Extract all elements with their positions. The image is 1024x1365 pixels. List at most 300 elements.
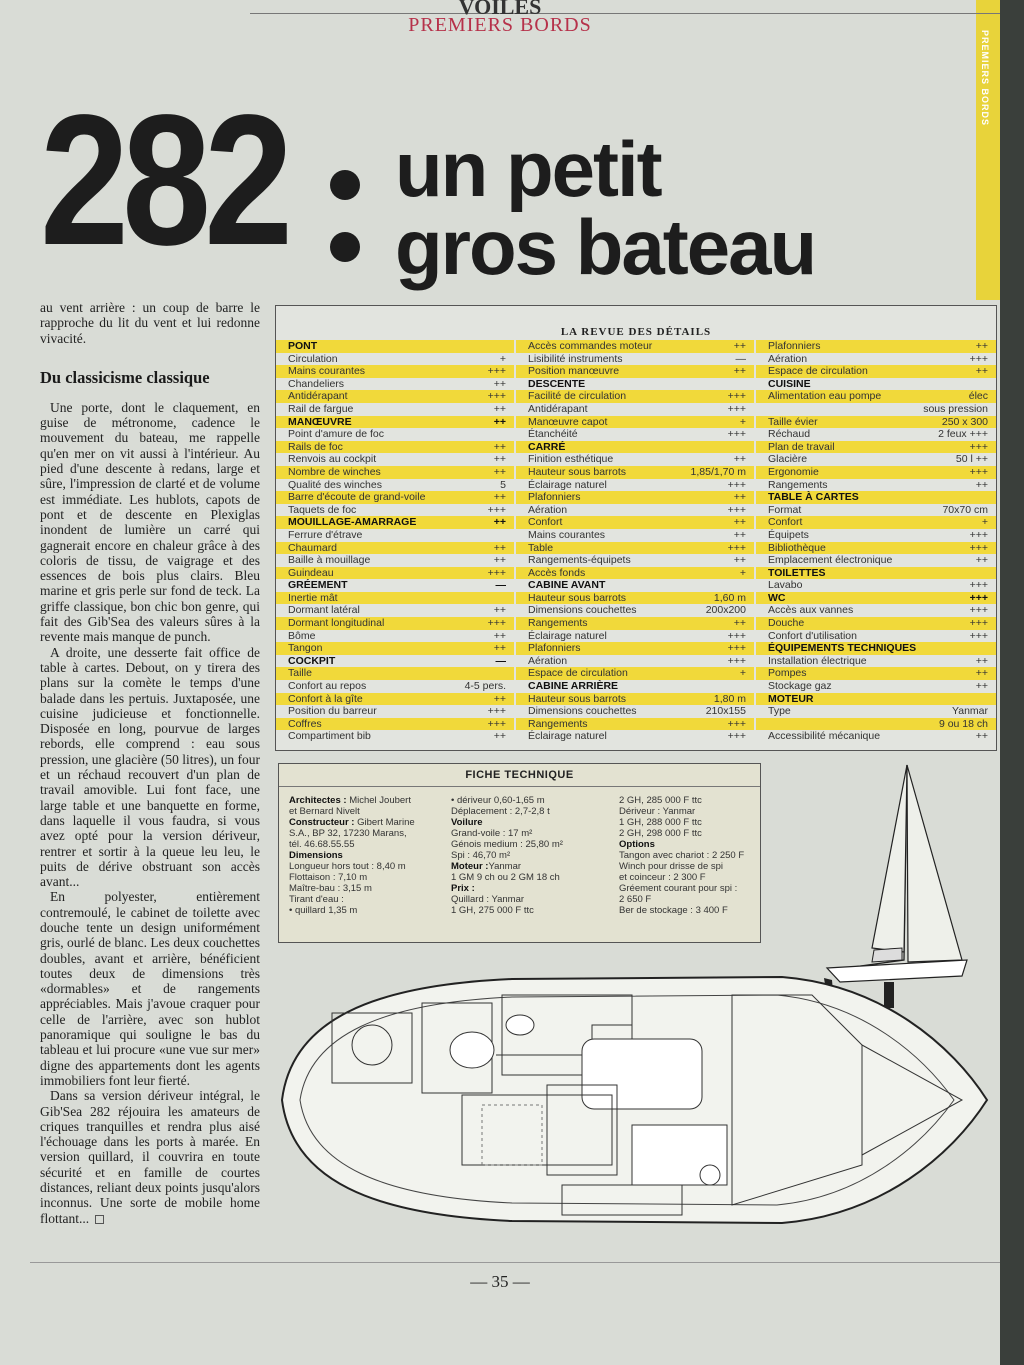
review-label: Alimentation eau pompe — [768, 390, 882, 403]
review-label: Aération — [768, 352, 808, 365]
technical-sheet-line — [619, 806, 759, 817]
review-row — [516, 453, 754, 466]
review-label: Taille évier — [768, 415, 818, 428]
review-row — [756, 365, 996, 378]
technical-sheet-line — [451, 828, 616, 839]
review-label: CUISINE — [768, 377, 811, 390]
review-row — [516, 730, 754, 743]
review-rating: 1,80 m — [713, 692, 746, 705]
technical-sheet-line — [619, 883, 759, 894]
review-row — [276, 542, 514, 555]
review-row — [516, 353, 754, 366]
review-row — [516, 403, 754, 416]
review-row — [276, 642, 514, 655]
review-row — [756, 579, 996, 592]
review-row — [276, 378, 514, 391]
technical-sheet-label: Architectes : — [289, 795, 347, 806]
technical-sheet-line — [619, 828, 759, 839]
technical-sheet-line — [619, 839, 759, 850]
review-rating: ++ — [733, 491, 746, 504]
review-rating: +++ — [487, 503, 506, 516]
review-rating: ++ — [493, 604, 506, 617]
review-row — [516, 428, 754, 441]
review-rating: 2 feux +++ — [938, 428, 988, 441]
review-row — [276, 403, 514, 416]
review-rating: ++ — [975, 340, 988, 352]
review-row — [516, 604, 754, 617]
review-rating: ++ — [493, 415, 506, 428]
review-label: MOTEUR — [768, 692, 814, 705]
review-rating: Yanmar — [952, 705, 988, 718]
review-label: ÉQUIPEMENTS TECHNIQUES — [768, 642, 917, 655]
review-row — [756, 630, 996, 643]
review-label: Éclairage naturel — [528, 629, 607, 642]
technical-sheet-title: FICHE TECHNIQUE — [465, 769, 574, 781]
review-label: MANŒUVRE — [288, 415, 352, 428]
review-section-header — [276, 416, 514, 429]
review-rating: +++ — [727, 717, 746, 730]
review-row — [756, 516, 996, 529]
divider — [279, 786, 760, 787]
review-label: Équipets — [768, 528, 809, 541]
review-rating: +++ — [969, 591, 988, 604]
review-label: Facilité de circulation — [528, 390, 627, 403]
review-rating: +++ — [727, 642, 746, 655]
review-label: CABINE AVANT — [528, 579, 606, 592]
review-label: Éclairage naturel — [528, 730, 607, 743]
technical-sheet-column-3 — [619, 795, 759, 916]
review-rating: 250 x 300 — [941, 415, 988, 428]
review-label: Plafonniers — [528, 491, 581, 504]
review-rating: +++ — [969, 604, 988, 617]
review-row — [516, 592, 754, 605]
technical-sheet-line — [619, 817, 759, 828]
review-rating: + — [739, 667, 746, 680]
review-rating: ++ — [493, 642, 506, 655]
review-rating: +++ — [727, 478, 746, 491]
review-rating: +++ — [727, 730, 746, 743]
review-row — [276, 504, 514, 517]
review-row — [276, 567, 514, 580]
review-section-header — [276, 579, 514, 592]
technical-sheet-label: Options — [619, 839, 655, 850]
technical-sheet-value: Gréement courant pour spi : — [619, 883, 738, 894]
review-label: Rangements — [528, 617, 588, 630]
technical-sheet-value: Tangon avec chariot : 2 250 F — [619, 850, 745, 861]
review-label: Chaumard — [288, 541, 338, 554]
review-row — [756, 466, 996, 479]
review-row — [756, 428, 996, 441]
section-name: PREMIERS BORDS — [408, 14, 592, 36]
review-rating: ++ — [493, 730, 506, 743]
technical-sheet-value: et Bernard Nivelt — [289, 806, 360, 817]
review-row — [276, 630, 514, 643]
technical-sheet-line — [451, 905, 616, 916]
review-label: Étanchéité — [528, 428, 578, 441]
review-column-3 — [756, 340, 996, 743]
technical-sheet-line — [289, 839, 449, 850]
review-row — [756, 390, 996, 403]
review-row — [276, 428, 514, 441]
review-rating: ++ — [975, 654, 988, 667]
review-rating: +++ — [487, 705, 506, 718]
review-label: Plan de travail — [768, 440, 835, 453]
review-label: Plafonniers — [528, 642, 581, 655]
review-column-2 — [516, 340, 754, 743]
review-rating: ++ — [975, 680, 988, 693]
review-row — [756, 453, 996, 466]
review-title: LA REVUE DES DÉTAILS — [560, 326, 712, 338]
review-row — [756, 705, 996, 718]
review-rating: +++ — [487, 617, 506, 630]
review-label: MOUILLAGE-AMARRAGE — [288, 516, 417, 529]
review-label: Accès commandes moteur — [528, 340, 653, 352]
review-rating: ++ — [975, 365, 988, 378]
article-paragraph-text: Dans sa version dériveur intégral, le Gib'Sea 282 réjouira les amateurs de criques tranquilles et rendra plus aisé l'échouage dans les ports à marée. En version quillard, il couvrira en toute sécurité et en famille de courtes distances, reliant deux points jusqu'alors inconnus. Une sorte de mobile home flottant... — [40, 1088, 260, 1226]
review-label: Circulation — [288, 352, 338, 365]
review-rating: ++ — [493, 440, 506, 453]
review-label: CABINE ARRIÈRE — [528, 680, 619, 693]
technical-sheet-line — [289, 806, 449, 817]
technical-sheet-label: Voilure — [451, 817, 483, 828]
technical-sheet-value: 1 GH, 275 000 F ttc — [451, 905, 534, 916]
title-number: 282 — [40, 77, 287, 284]
technical-sheet-column-1 — [289, 795, 449, 916]
review-rating: ++ — [975, 730, 988, 743]
review-rating: +++ — [969, 528, 988, 541]
review-label: Stockage gaz — [768, 680, 832, 693]
review-rating: ++ — [493, 453, 506, 466]
review-label: Accès aux vannes — [768, 604, 854, 617]
technical-sheet-line — [289, 861, 449, 872]
review-row — [516, 340, 754, 353]
review-row — [516, 542, 754, 555]
review-section-header — [756, 567, 996, 580]
technical-sheet-value: Spi : 46,70 m² — [451, 850, 511, 861]
review-section-header — [276, 516, 514, 529]
review-rating: ++ — [493, 554, 506, 567]
review-row — [516, 504, 754, 517]
review-label: Type — [768, 705, 791, 718]
review-label: Mains courantes — [288, 365, 366, 378]
review-label: Bôme — [288, 629, 316, 642]
review-rating: 1,60 m — [713, 591, 746, 604]
review-row — [516, 529, 754, 542]
technical-sheet-line — [451, 894, 616, 905]
technical-sheet-line — [451, 872, 616, 883]
review-rating: +++ — [487, 390, 506, 403]
review-rating: +++ — [727, 402, 746, 415]
magazine-name: VOILES — [458, 0, 542, 19]
review-rating: +++ — [727, 390, 746, 403]
review-label: Confort à la gîte — [288, 692, 363, 705]
review-rating: — — [495, 579, 506, 592]
review-label: CARRÉ — [528, 440, 566, 453]
review-rating: + — [739, 415, 746, 428]
review-label: Douche — [768, 617, 805, 630]
article-paragraph: A droite, une desserte fait office de table à cartes. Debout, on y tirera des plans sur la comète le temps d'une balade dans les pertuis. Juxtaposée, une cuisine judicieuse et fonctionnelle. Disposée en long, pourvue de larges rebords, elle comprend : eau sous pression, une glacière (50 litres), un four et un réchaud recouvert d'un plan de travail amovible. Lui font face, une large table et une banquette en forme, dans laquelle il vous faudra, si vous avez opté pour la version dériveur, rentrer et sortir à la queue leu leu, le puits de dérive obstruant son accès avant... — [40, 644, 260, 890]
review-label: Taille — [288, 667, 312, 680]
technical-sheet-line — [619, 861, 759, 872]
review-rating: ++ — [733, 554, 746, 567]
review-rating: 210x155 — [705, 705, 746, 718]
review-row — [516, 693, 754, 706]
review-row — [276, 441, 514, 454]
review-label: Rails de foc — [288, 440, 343, 453]
review-rating: ++ — [733, 528, 746, 541]
review-label: Plafonniers — [768, 340, 821, 352]
end-mark-icon — [95, 1215, 104, 1224]
review-row — [276, 466, 514, 479]
review-label: Emplacement électronique — [768, 554, 893, 567]
review-label: Rangements — [528, 717, 588, 730]
technical-sheet-value: et coinceur : 2 300 F — [619, 872, 706, 883]
divider — [30, 1262, 1000, 1263]
technical-sheet-value: Grand-voile : 17 m² — [451, 828, 533, 839]
technical-sheet-value: S.A., BP 32, 17230 Marans, — [289, 828, 407, 839]
review-row — [276, 604, 514, 617]
review-rating: + — [499, 352, 506, 365]
review-label: DESCENTE — [528, 377, 586, 390]
review-row — [756, 340, 996, 353]
technical-sheet-line — [619, 795, 759, 806]
review-rating: 1,85/1,70 m — [690, 465, 746, 478]
technical-sheet-line — [451, 817, 616, 828]
review-section-header — [516, 378, 754, 391]
review-row — [516, 617, 754, 630]
review-label: Rail de fargue — [288, 402, 354, 415]
review-row — [276, 453, 514, 466]
review-row — [516, 390, 754, 403]
review-rating: ++ — [493, 692, 506, 705]
technical-sheet-value: Gibert Marine — [354, 817, 415, 828]
review-label: Hauteur sous barrots — [528, 465, 627, 478]
review-rating: +++ — [969, 617, 988, 630]
review-label: Hauteur sous barrots — [528, 692, 627, 705]
review-section-header — [516, 441, 754, 454]
review-row — [276, 353, 514, 366]
review-rating: ++ — [733, 453, 746, 466]
review-label: Inertie mât — [288, 591, 338, 604]
review-row — [276, 592, 514, 605]
review-rating: +++ — [969, 465, 988, 478]
review-label: Confort — [528, 516, 563, 529]
technical-sheet-value: 2 GH, 298 000 F ttc — [619, 828, 702, 839]
review-rating: +++ — [727, 541, 746, 554]
review-label: Confort — [768, 516, 803, 529]
technical-sheet-line — [619, 905, 759, 916]
review-label: Qualité des winches — [288, 478, 382, 491]
article-paragraph: En polyester, entièrement contremoulé, le cabinet de toilette avec douche tente un design uniformément gris, ourlé de blanc. Les deux couchettes doubles, avant et arrière, bénéficient toutes deux de dimensions très «dormables» et de rangements appréciables. Mais j'avoue craquer pour celle de l'arrière, avec son hublot panoramique qui souligne le bas du tableau et lui procure «une vue sur mer» digne des appartements dont les agents immobiliers font leur fierté. — [40, 889, 260, 1088]
review-rating: ++ — [975, 554, 988, 567]
review-row — [516, 365, 754, 378]
review-label: Glacière — [768, 453, 808, 466]
technical-sheet-value: Déplacement : 2,7-2,8 t — [451, 806, 550, 817]
review-rating: 200x200 — [705, 604, 746, 617]
technical-sheet-line — [289, 905, 449, 916]
review-rating: +++ — [727, 654, 746, 667]
review-label: Nombre de winches — [288, 465, 381, 478]
technical-sheet-value: Génois medium : 25,80 m² — [451, 839, 563, 850]
page-header — [0, 0, 1000, 37]
deck-layout-drawing — [262, 965, 997, 1235]
review-row — [756, 479, 996, 492]
review-row — [756, 441, 996, 454]
review-rating: ++ — [733, 365, 746, 378]
review-rating: ++ — [975, 478, 988, 491]
technical-sheet-value: Longueur hors tout : 8,40 m — [289, 861, 406, 872]
technical-sheet-value: Ber de stockage : 3 400 F — [619, 905, 728, 916]
review-row — [756, 718, 996, 731]
review-rating: 9 ou 18 ch — [938, 717, 988, 730]
review-label: Compartiment bib — [288, 730, 371, 743]
review-row — [756, 617, 996, 630]
review-row — [276, 718, 514, 731]
review-label: Espace de circulation — [528, 667, 628, 680]
review-rating: + — [981, 516, 988, 529]
review-rating: ++ — [493, 465, 506, 478]
review-label: Baille à mouillage — [288, 554, 371, 567]
article-lead: au vent arrière : un coup de barre le rapproche du lit du vent et lui redonne vivacité. — [40, 300, 260, 346]
technical-sheet-label: Constructeur : — [289, 817, 355, 828]
title-line-1: un petit — [395, 125, 661, 213]
review-rating: +++ — [969, 440, 988, 453]
review-rating: +++ — [969, 629, 988, 642]
technical-sheet-line — [451, 850, 616, 861]
review-label: Position manœuvre — [528, 365, 620, 378]
technical-sheet-label: Moteur : — [451, 861, 489, 872]
side-tab: PREMIERS BORDS — [976, 0, 1000, 300]
review-rating: ++ — [733, 516, 746, 529]
review-label: Antidérapant — [528, 402, 588, 415]
review-column-1 — [276, 340, 514, 743]
review-section-header — [516, 680, 754, 693]
review-rating: — — [735, 352, 746, 365]
review-label: Pompes — [768, 667, 807, 680]
technical-sheet-line — [289, 883, 449, 894]
technical-sheet-line — [289, 817, 449, 828]
review-label: Dimensions couchettes — [528, 705, 637, 718]
review-row — [276, 693, 514, 706]
review-row — [516, 667, 754, 680]
review-rating: ++ — [733, 340, 746, 352]
review-section-header — [756, 378, 996, 391]
review-label: Éclairage naturel — [528, 478, 607, 491]
details-review-table — [275, 305, 997, 751]
review-section-header — [756, 491, 996, 504]
review-rating: 50 l ++ — [955, 453, 988, 466]
technical-sheet-line — [451, 839, 616, 850]
review-label: Chandeliers — [288, 377, 345, 390]
review-rating: +++ — [969, 352, 988, 365]
review-row — [756, 680, 996, 693]
review-rating: +++ — [727, 503, 746, 516]
technical-sheet-value: 1 GH, 288 000 F ttc — [619, 817, 702, 828]
technical-sheet-value: Dériveur : Yanmar — [619, 806, 696, 817]
review-row — [516, 416, 754, 429]
review-label: Aération — [528, 654, 568, 667]
technical-sheet-value: Yanmar — [488, 861, 522, 872]
review-label: Hauteur sous barrots — [528, 591, 627, 604]
review-label: Rangements-équipets — [528, 554, 631, 567]
technical-sheet-value: 2 650 F — [619, 894, 652, 905]
article-column — [40, 300, 260, 1226]
review-label: Espace de circulation — [768, 365, 868, 378]
technical-sheet-value: Tirant d'eau : — [289, 894, 344, 905]
review-label: GRÉEMENT — [288, 579, 348, 592]
review-row — [756, 655, 996, 668]
review-label: Ergonomie — [768, 465, 819, 478]
review-rating: ++ — [493, 629, 506, 642]
review-section-header — [756, 693, 996, 706]
review-label: Installation électrique — [768, 654, 867, 667]
technical-sheet-column-2 — [451, 795, 616, 916]
review-rating: — — [495, 654, 506, 667]
review-rating: +++ — [969, 541, 988, 554]
review-row — [276, 529, 514, 542]
review-rating: 5 — [500, 478, 506, 491]
review-row — [276, 554, 514, 567]
review-rating: ++ — [493, 402, 506, 415]
review-rating: +++ — [727, 629, 746, 642]
review-section-header — [756, 592, 996, 605]
review-label: Barre d'écoute de grand-voile — [288, 491, 426, 504]
review-rating: + — [739, 566, 746, 579]
article-heading: Du classicisme classique — [40, 367, 210, 387]
review-row — [276, 680, 514, 693]
review-label: PONT — [288, 340, 318, 352]
review-row — [756, 604, 996, 617]
review-label: Bibliothèque — [768, 541, 826, 554]
review-section-header — [276, 655, 514, 668]
review-label: COCKPIT — [288, 654, 336, 667]
review-label: Format — [768, 503, 802, 516]
technical-sheet-value: Maître-bau : 3,15 m — [289, 883, 372, 894]
review-rating: +++ — [727, 428, 746, 441]
review-row — [756, 542, 996, 555]
page-title — [395, 125, 816, 291]
review-row — [276, 479, 514, 492]
review-rating: +++ — [487, 566, 506, 579]
review-label: Table — [528, 541, 554, 554]
review-label: TOILETTES — [768, 566, 826, 579]
review-row — [276, 390, 514, 403]
review-rating: +++ — [487, 365, 506, 378]
technical-sheet-line — [451, 883, 616, 894]
technical-sheet-line — [619, 894, 759, 905]
review-row — [756, 403, 996, 416]
article-paragraph: Une porte, dont le claquement, en guise de métronome, cadence le mouvement du bateau, me rappelle qu'en mer on vit aussi à l'intérieur. Au pied d'une descente à redans, large et sûre, l'impression de clarté et de volume est immédiate. Les hublots, capots de pont et de descente en Plexiglas inondent de lumière un carré qui gagnerait encore en chaleur grâce à des coloris de tissu, de vaigrage et des essences de bois plus clairs. Bleu marine et gris perle sur fond de teck. La griffe classique, bon chic bon genre, qui fait des Gib'Sea des valeurs sûres à la revente mais manque de punch. — [40, 399, 260, 645]
technical-sheet-value: • dériveur 0,60-1,65 m — [451, 795, 545, 806]
review-label: Rangements — [768, 478, 828, 491]
review-row — [756, 529, 996, 542]
technical-sheet-value: • quillard 1,35 m — [289, 905, 358, 916]
technical-sheet-line — [619, 850, 759, 861]
technical-sheet-line — [289, 850, 449, 861]
review-section-header — [756, 642, 996, 655]
review-label: Taquets de foc — [288, 503, 357, 516]
article-paragraph — [40, 1088, 260, 1226]
review-row — [516, 642, 754, 655]
review-label: Confort d'utilisation — [768, 629, 857, 642]
review-row — [516, 718, 754, 731]
page-number: — 35 — — [470, 1272, 530, 1291]
technical-sheet-value: 2 GH, 285 000 F ttc — [619, 795, 702, 806]
review-label: WC — [768, 591, 786, 604]
technical-sheet-label: Prix : — [451, 883, 475, 894]
review-section-header — [516, 579, 754, 592]
technical-sheet-line — [619, 872, 759, 883]
